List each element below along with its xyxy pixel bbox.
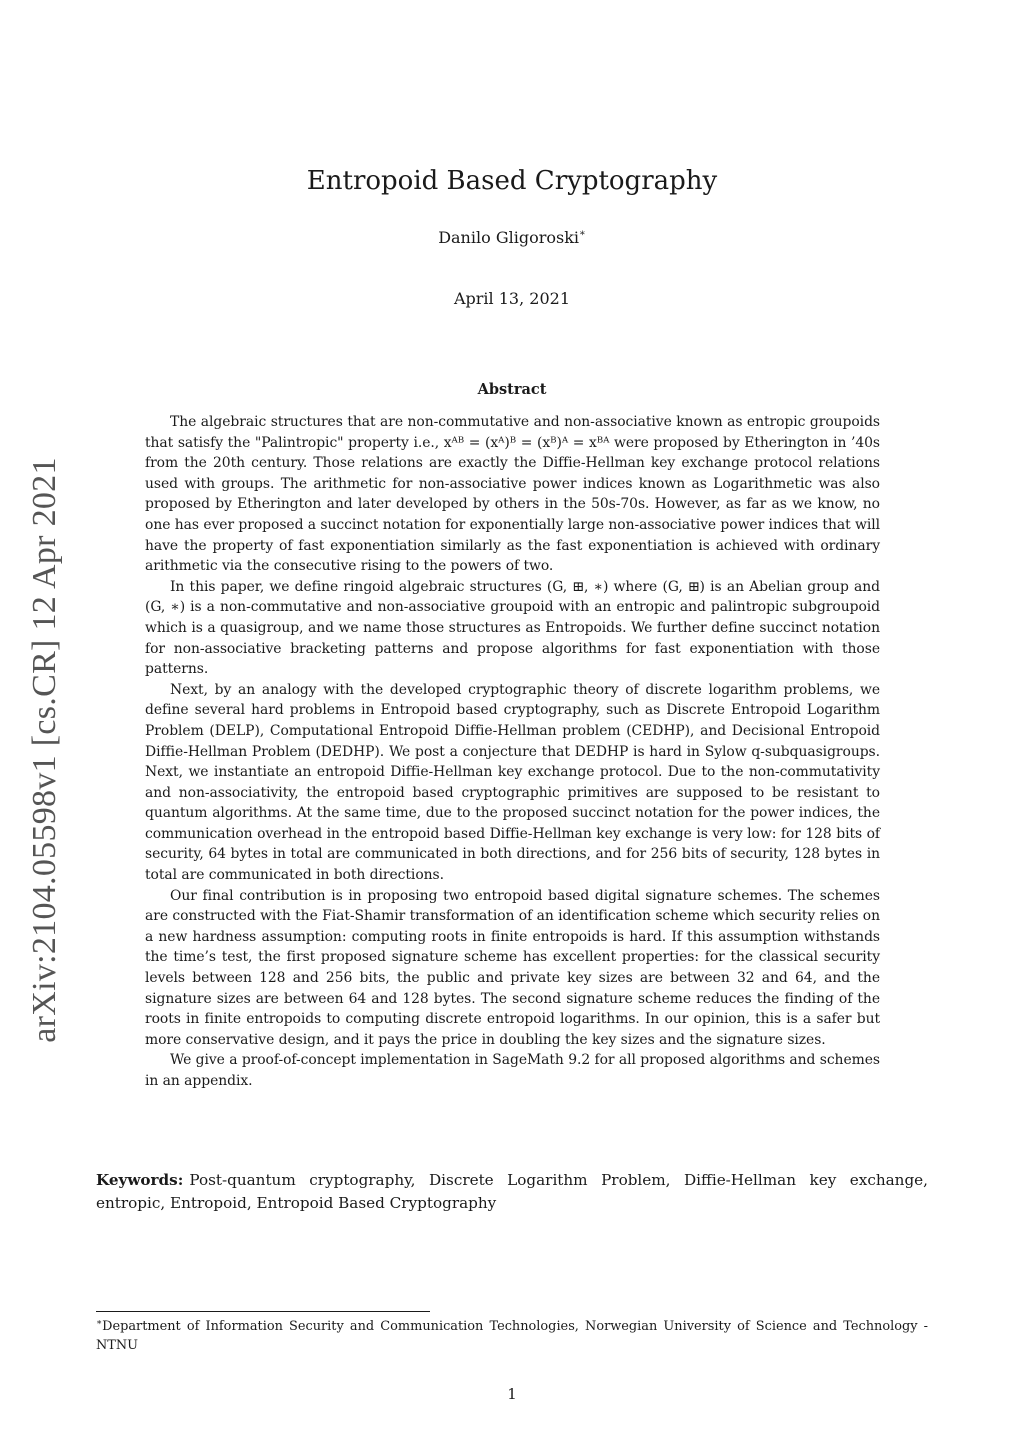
author-line <box>0 226 1024 250</box>
paper-title: Entropoid Based Cryptography <box>306 166 718 196</box>
page-number: 1 <box>507 1385 517 1403</box>
footnote-text: Department of Information Security and Communication Technologies, Norwegian University of Science and Technology - NTNU <box>96 1319 928 1353</box>
abstract-paragraph: Next, by an analogy with the developed cryptographic theory of discrete logarithm problems, we define several hard problems in Entropoid based cryptography, such as Discrete Entropoid Logarithm Problem (DELP), Computational Entropoid Diffie-Hellman problem (CEDHP), and Decisional Entropoid Diffie-Hellman Problem (DEDHP). We post a conjecture that DEDHP is hard in Sylow q-subquasigroups. Next, we instantiate an entropoid Diffie-Hellman key exchange protocol. Due to the non-commutativity and non-associativity, the entropoid based cryptographic primitives are supposed to be resistant to quantum algorithms. At the same time, due to the proposed succinct notation for the power indices, the communication overhead in the entropoid based Diffie-Hellman key exchange is very low: for 128 bits of security, 64 bytes in total are communicated in both directions, and for 256 bits of security, 128 bytes in total are communicated in both directions. <box>145 681 880 884</box>
keywords-label: Keywords: <box>96 1171 184 1189</box>
paper-date: April 13, 2021 <box>453 289 570 308</box>
keywords-block <box>96 1169 928 1214</box>
abstract-paragraph: We give a proof-of-concept implementation in SageMath 9.2 for all proposed algorithms and schemes in an appendix. <box>145 1052 880 1089</box>
author-footnote-mark: ∗ <box>579 228 586 239</box>
keywords-text: Post-quantum cryptography, Discrete Logarithm Problem, Diffie-Hellman key exchange, entropic, Entropoid, Entropoid Based Cryptography <box>96 1171 928 1212</box>
abstract-heading: Abstract <box>477 381 547 398</box>
footnote-mark: ∗ <box>96 1318 103 1328</box>
abstract-paragraph: The algebraic structures that are non-commutative and non-associative known as entropic groupoids that satisfy the "Palintropic" property i.e., xᴬᴮ = (xᴬ)ᴮ = (xᴮ)ᴬ = xᴮᴬ were proposed by Etherington in ’40s from the 20th century. Those relations are exactly the Diffie-Hellman key exchange protocol relations used with groups. The arithmetic for non-associative power indices known as Logarithmetic was also proposed by Etherington and later developed by others in the 50s-70s. However, as far as we know, no one has ever proposed a succinct notation for exponentially large non-associative power indices that will have the property of fast exponentiation similarly as the fast exponentiation is achieved with ordinary arithmetic via the consecutive rising to the powers of two. <box>145 414 880 575</box>
author-name: Danilo Gligoroski <box>438 228 580 247</box>
arxiv-side-identifier: arXiv:2104.05598v1 [cs.CR] 12 Apr 2021 <box>26 457 63 1043</box>
footnote <box>96 1317 928 1355</box>
abstract-paragraph: Our final contribution is in proposing two entropoid based digital signature schemes. The schemes are constructed with the Fiat-Shamir transformation of an identification scheme which security relies on a new hardness assumption: computing roots in finite entropoids is hard. If this assumption withstands the time’s test, the first proposed signature scheme has excellent properties: for the classical security levels between 128 and 256 bits, the public and private key sizes are between 32 and 64, and the signature sizes are between 64 and 128 bytes. The second signature scheme reduces the finding of the roots in finite entropoids to computing discrete entropoid logarithms. In our opinion, this is a safer but more conservative design, and it pays the price in doubling the key sizes and the signature sizes. <box>145 887 880 1048</box>
abstract-paragraph: In this paper, we define ringoid algebraic structures (G, ⊞, ∗) where (G, ⊞) is an Abelian group and (G, ∗) is a non-commutative and non-associative groupoid with an entropic and palintropic subgroupoid which is a quasigroup, and we name those structures as Entropoids. We further define succinct notation for non-associative bracketing patterns and propose algorithms for fast exponentiation with those patterns. <box>145 578 880 678</box>
abstract-body <box>145 412 880 1092</box>
footnote-divider <box>96 1311 430 1312</box>
